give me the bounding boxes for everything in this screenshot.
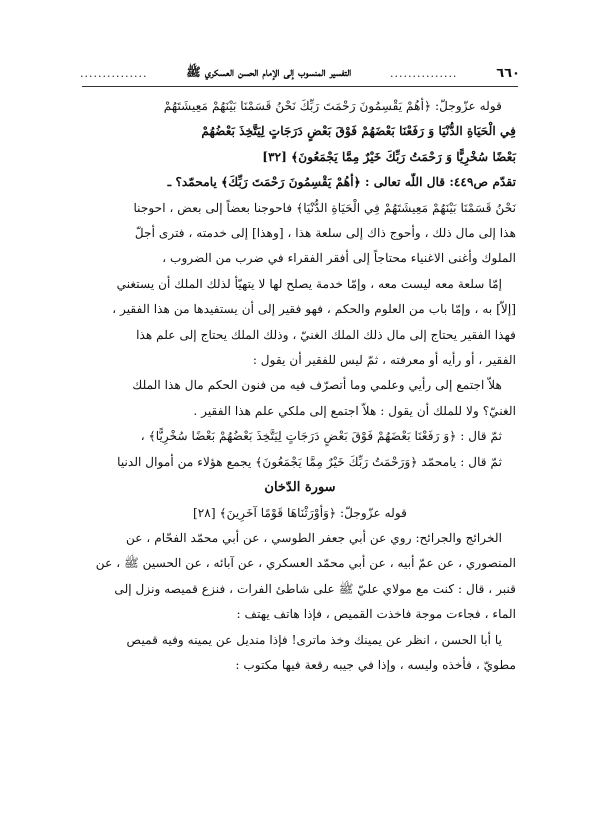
text-line: [إلاّ] به ، وإمّا باب من العلوم والحكم ، فهو فقير إلى أن يستفيدها من هذا الفقير ،: [112, 302, 516, 317]
text-line: فِي الْحَيَاةِ الدُّنْيَا وَ رَفَعْنَا بَعْضَهُمْ فَوْقَ بَعْضٍ دَرَجَاتٍ لِيَتَّخِذَ بَعْضُهُمْ: [201, 124, 516, 139]
text-line: بَعْضًا سُخْرِيًّا وَ رَحْمَتُ رَبِّكَ خَيْرٌ مِمَّا يَجْمَعُونَ﴾ [٣٢]: [262, 149, 516, 164]
running-header: [80, 60, 520, 86]
header-dots-left: ...............: [80, 66, 148, 80]
text-line: يا أبا الحسن ، انظر عن يمينك وخذ ماترى! فإذا منديل عن يمينه وفيه قميص: [126, 632, 502, 647]
text-line: قنبر ، قال : كنت مع مولاي عليّ ﷺ على شاطئ الفرات ، فنزع قميصه ونزل إلى: [114, 581, 516, 596]
surah-title: سورة الدّخان: [264, 480, 336, 496]
text-line: نَحْنُ قَسَمْنَا بَيْنَهُمْ مَعِيشَتَهُمْ فِي الْحَيَاةِ الدُّنْيَا﴾ فاحوجنا بعضاً إلى بعض ، احوجنا: [133, 200, 516, 215]
header-rule: [82, 86, 518, 87]
text-line: تقدّم ص٤٤٩: قال اللّه تعالى : ﴿أهُمْ يَقْسِمُونَ رَحْمَتَ رَبِّكَ﴾ يامحمّد؟ ـ: [167, 175, 516, 190]
text-line: الماء ، فجاءت موجة فاخذت القميص ، فإذا هاتف يهتف :: [236, 607, 516, 622]
page-number: ٦٦٠: [496, 65, 520, 81]
text-line: ثمّ قال : يامحمّد ﴿وَرَحْمَتُ رَبِّكَ خَيْرٌ مِمَّا يَجْمَعُونَ﴾ يجمع هؤلاء من أموال الدنيا: [117, 454, 502, 469]
text-line: هذا إلى مال ذلك ، وأحوج ذاك إلى سلعة هذا ، [وهذا] إلى خدمته ، فترى أجلّ: [134, 226, 516, 241]
text-line: الملوك وأغنى الاغنياء محتاجاً إلى أفقر الفقراء في ضرب من الضروب ،: [162, 251, 516, 266]
text-line: الغنيّ؟ ولا للملك أن يقول : هلاّ اجتمع إلى ملكي علم هذا الفقير .: [193, 403, 516, 418]
text-line: المنصوري ، عن عمّ أبيه ، عن أبي محمّد العسكري ، عن آبائه ، عن الحسين ﷺ ، عن: [95, 556, 516, 571]
page-body: [84, 94, 516, 678]
text-line: مطويّ ، فأخذه وليسه ، وإذا في جيبه رقعة فيها مكتوب :: [235, 657, 516, 672]
text-line: هلاّ اجتمع إلى رأيي وعلمي وما أتصرّف فيه من فنون الحكم مال هذا الملك: [132, 378, 502, 393]
book-title: التفسير المنسوب إلى الإمام الحسن العسكري ﷺ: [186, 64, 352, 79]
verse-line: قوله عزّوجلّ: ﴿وَأوْرَثْنَاهَا قَوْمًا آخَرِينَ﴾ [٢٨]: [192, 505, 408, 520]
text-line: ثمّ قال : ﴿وَ رَفَعْنَا بَعْضَهُمْ فَوْقَ بَعْضٍ دَرَجَاتٍ لِيَتَّخِذَ بَعْضُهُمْ بَعْضًا سُخْرِيًّا﴾ ،: [140, 429, 502, 444]
text-line: إمّا سلعة معه ليست معه ، وإمّا خدمة يصلح لها لا يتهيّأ لذلك الملك أن يستغني: [116, 276, 502, 291]
text-line: فهذا الفقير يحتاج إلى مال ذلك الملك الغنيّ ، وذلك الملك يحتاج إلى علم هذا: [136, 327, 516, 342]
text-line: الفقير ، أو رأيه أو معرفته ، ثمّ ليس للفقير أن يقول :: [252, 353, 516, 368]
header-dots-right: ...............: [389, 66, 458, 80]
text-line: الخرائج والجرائح: روي عن أبي جعفر الطوسي ، عن أبي محمّد الفحّام ، عن: [125, 530, 502, 545]
text-line: قوله عزّوجلّ: ﴿أهُمْ يَقْسِمُونَ رَحْمَتَ رَبِّكَ نَحْنُ قَسَمْنَا بَيْنَهُمْ مَعِيشَتَهُمْ: [163, 99, 502, 113]
